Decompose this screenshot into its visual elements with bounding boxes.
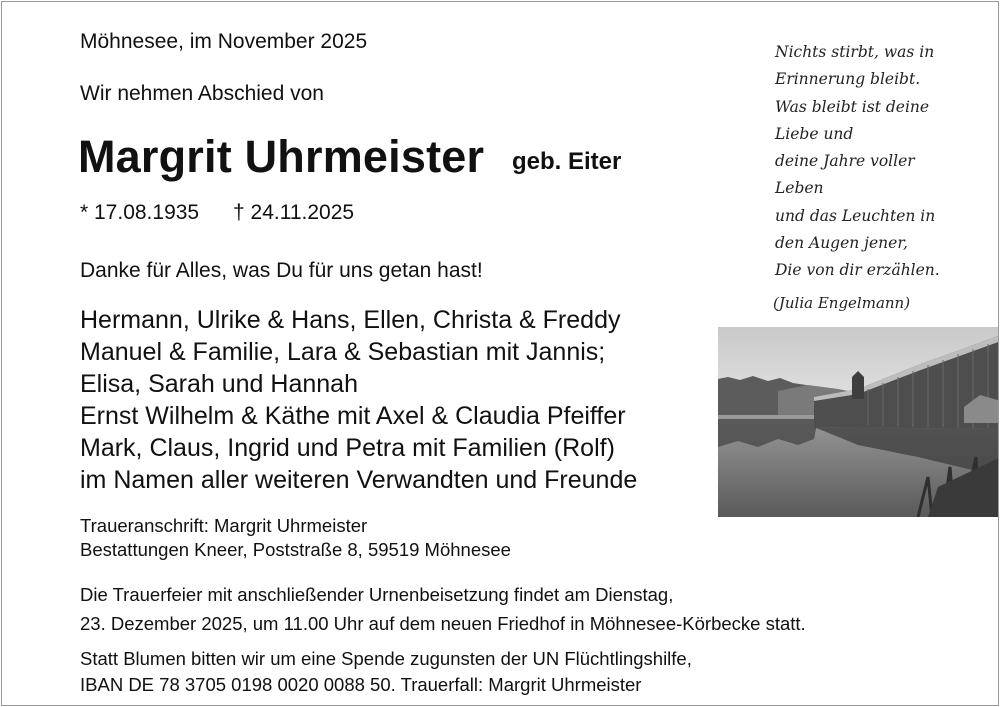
dam-lake-photo <box>718 327 999 517</box>
donation-line: IBAN DE 78 3705 0198 0020 0088 50. Trauerfall: Margrit Uhrmeister <box>80 674 642 695</box>
obituary-notice <box>1 1 999 706</box>
mourner-line: Manuel & Familie, Lara & Sebastian mit Jannis; <box>80 338 606 366</box>
donation-line: Statt Blumen bitten wir um eine Spende zugunsten der UN Flüchtlingshilfe, <box>80 648 692 669</box>
poem-line: Die von dir erzählen. <box>775 261 940 280</box>
address-line: Bestattungen Kneer, Poststraße 8, 59519 Möhnesee <box>80 539 511 560</box>
mourner-line: Mark, Claus, Ingrid und Petra mit Familien (Rolf) <box>80 434 615 462</box>
maiden-name: geb. Eiter <box>512 148 622 175</box>
funeral-line: 23. Dezember 2025, um 11.00 Uhr auf dem neuen Friedhof in Möhnesee-Körbecke statt. <box>80 613 806 634</box>
poem-line: Liebe und <box>775 124 854 143</box>
poem-line: Was bleibt ist deine <box>775 97 930 116</box>
birth-date: * 17.08.1935 <box>80 201 200 224</box>
poem-line: Nichts stirbt, was in <box>775 43 935 61</box>
poem-author: (Julia Engelmann) <box>773 293 911 312</box>
poem-line: Leben <box>775 179 824 198</box>
mourner-line: im Namen aller weiteren Verwandten und Freunde <box>80 466 638 494</box>
poem-line: Erinnerung bleibt. <box>775 70 921 89</box>
mourners-list <box>80 304 637 496</box>
address-line: Traueranschrift: Margrit Uhrmeister <box>80 515 368 536</box>
mourner-line: Ernst Wilhelm & Käthe mit Axel & Claudia Pfeiffer <box>80 402 626 430</box>
place-date: Möhnesee, im November 2025 <box>80 30 368 53</box>
mourner-line: Hermann, Ulrike & Hans, Ellen, Christa & Freddy <box>80 306 621 334</box>
funeral-line: Die Trauerfeier mit anschließender Urnenbeisetzung findet am Dienstag, <box>80 584 674 605</box>
poem-line: den Augen jener, <box>775 234 908 253</box>
poem-line: deine Jahre voller <box>775 152 915 171</box>
mourner-line: Elisa, Sarah und Hannah <box>80 370 358 398</box>
thanks-text: Danke für Alles, was Du für uns getan hast! <box>80 259 483 282</box>
dam-tower <box>852 371 864 399</box>
intro-text: Wir nehmen Abschied von <box>80 82 324 105</box>
funeral-info <box>80 580 806 638</box>
death-date: † 24.11.2025 <box>233 201 355 224</box>
mourning-address <box>80 514 511 562</box>
deceased-name: Margrit Uhrmeister <box>78 131 485 182</box>
poem <box>775 39 940 317</box>
poem-line: und das Leuchten in <box>775 206 936 225</box>
donation-info <box>80 646 692 698</box>
